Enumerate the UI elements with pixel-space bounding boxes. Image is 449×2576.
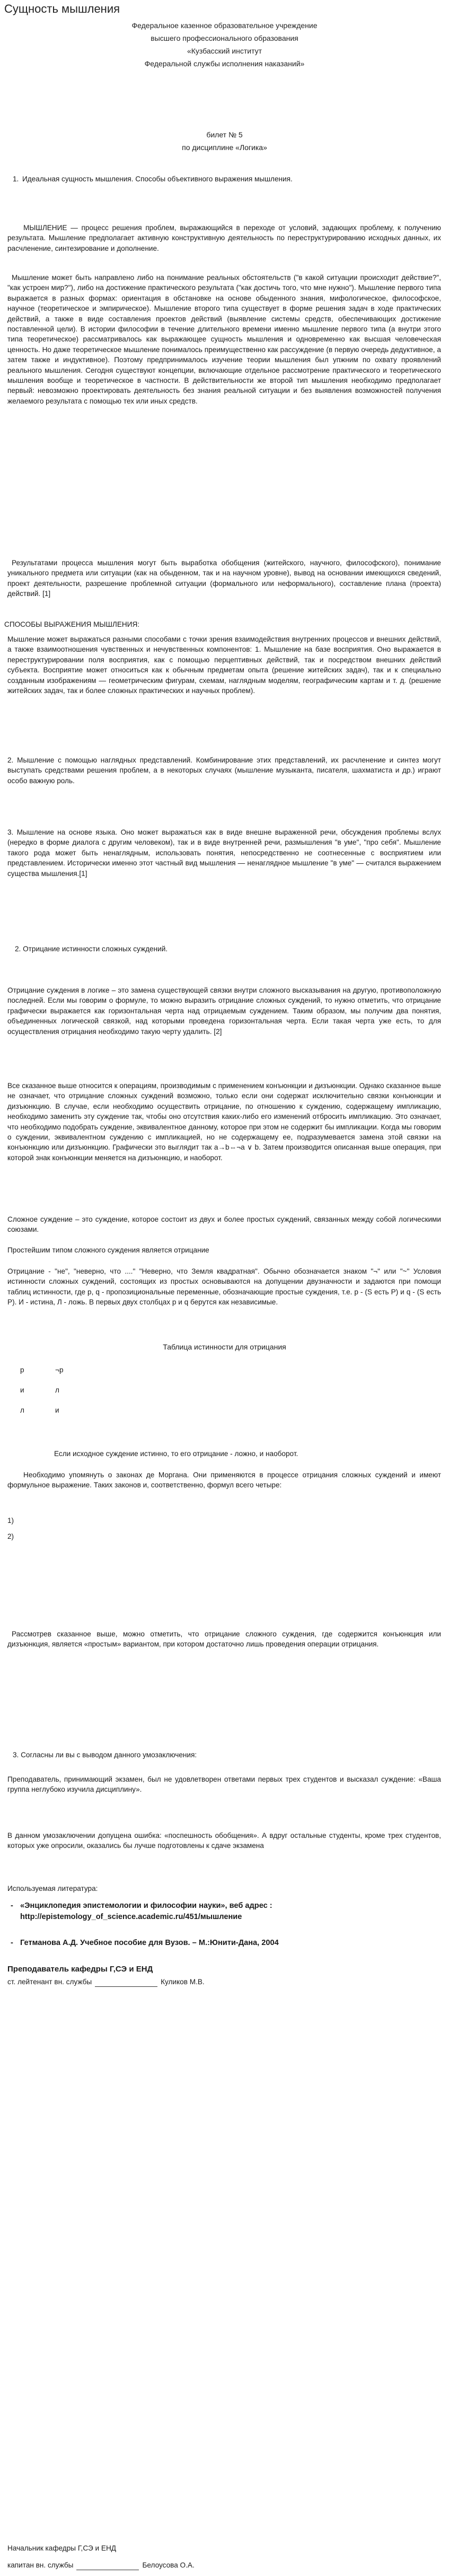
page-title: Сущность мышления	[4, 2, 120, 15]
teacher-heading: Преподаватель кафедры Г,СЭ и ЕНД	[7, 1965, 153, 1974]
paragraph-implication: Все сказанное выше относится к операциям, производимым с применением конъюнкции и дизъюнкции. Однако сказанное выше не означает, что отрицание сложных суждений возможно, только если они содержат исключительно связки конъюнкции и дизъюнкцию. В случае, если необходимо осуществить отрицание, по отношению к суждению, содержащему импликацию, необходимо заменить эту суждение так, чтобы оно отсутствия каких-либо его изменений отбросить импликацию. Это означает, что необходимо подобрать суждение, эквивалентное данному, которое при этом не содержит бы импликации. Когда мы говорим о суждении, эквивалентном суждению с импликацией, но не содержащему ее, подразумевается замена этой связки на конъюнкцию или дизъюнкцию. Графически это выглядит так а→b⇔¬а ∨ b. Затем производится описанная выше операция, при которой знак конъюнкции меняется на дизъюнкцию, и наоборот.	[7, 1082, 441, 1162]
paragraph-hasty-generalization: В данном умозаключении допущена ошибка: «поспешность обобщения». А вдруг остальные студенты, кроме трех студентов, которых уже опросили, оказались бы лучше подготовлены к сдаче экзамена	[7, 1832, 441, 1850]
paragraph-de-morgan: Необходимо упомянуть о законах де Моргана. Они применяются в процессе отрицания сложных суждений и имеют формульное выражение. Таких законов и, соответственно, формул всего четыре:	[7, 1471, 441, 1489]
formula-1: 1)	[7, 1517, 14, 1524]
ticket-discipline: по дисциплине «Логика»	[182, 143, 267, 152]
paragraph-representations: 2. Мышление с помощью наглядных представлений. Комбинирование этих представлений, их расчленение и синтез могут выступать средствами решения проблем, а в некоторых случаях (мышление музыканта, писателя, шахматиста и др.) играют особо важную роль.	[7, 756, 441, 785]
question-2: 2. Отрицание истинности сложных суждений.	[15, 945, 168, 953]
paragraph-examiner: Преподаватель, принимающий экзамен, был не удовлетворен ответами первых трех студентов и высказал суждение: «Ваша группа неглубоко изучила дисциплину».	[7, 1775, 441, 1794]
question-3: 3. Согласны ли вы с выводом данного умозаключения:	[13, 1751, 197, 1759]
paragraph-definition: МЫШЛЕНИЕ — процесс решения проблем, выражающийся в переходе от условий, задающих проблему, к получению результата. Мышление предполагает активную конструктивную деятельность по переструктурированию исходных данных, их расчленение, синтезирование и дополнение.	[7, 224, 441, 252]
header-line-4: Федеральной службы исполнения наказаний»	[144, 59, 305, 68]
signature-blank	[95, 1979, 157, 1987]
question-1	[13, 174, 441, 184]
paragraph-complex-judgement: Сложное суждение – это суждение, которое состоит из двух и более простых суждений, связанных между собой логическими союзами.	[7, 1215, 441, 1234]
truth-table-header-not-p: ¬p	[55, 1366, 64, 1374]
paragraph-simplest-type: Простейшим типом сложного суждения является отрицание	[7, 1246, 209, 1254]
literature-heading: Используемая литература:	[7, 1885, 98, 1892]
head-signature-line	[7, 2560, 195, 2570]
truth-table-cell: л	[55, 1386, 59, 1394]
paragraph-thinking-types: Мышление может быть направлено либо на понимание реальных обстоятельств ("в какой ситуации происходит действие?", "как устроен мир?"), либо на достижение практического результата ("как достичь того, что мне нужно"). Мышление первого типа выражается в разных формах: ориентация в обстановке на основе обыденного знания, мифологическое, философское, научное (теоретическое и эмпирическое). Мышление второго типа существует в форме решения задач в ходе практических действий, а также в виде составления проектов действий (выявление системы средств, обеспечивающих достижение поставленной цели). В истории философии в течение длительного времени именно мышление первого типа (а внутри этого типа теоретическое) рассматривалось как выражающее сущность мышления и одновременно как высшая человеческая ценность. Но даже теоретическое мышление понималось преимущественно как рассуждение (в первую очередь дедуктивное, а затем также и индуктивное). Поэтому предпринималось изучение теории мышления был упжним по охвату проявлений реального мышления. Сегодня существуют концепции, включающие отдельное рассмотрение практического и теоретического мышления вообще и теоретическое в частности. В действительности же второй тип мышления необходимо предполагает первый: невозможно проектировать деятельность без знания реальной ситуации и без выявления возможностей получения желаемого результата с помощью тех или иных средств.	[7, 274, 441, 405]
header-line-3: «Кузбасский институт	[187, 47, 262, 55]
subtitle-methods: СПОСОБЫ ВЫРАЖЕНИЯ МЫШЛЕНИЯ:	[4, 620, 140, 628]
truth-table-cell: и	[20, 1386, 24, 1394]
paragraph-negation-rule: Если исходное суждение истинно, то его отрицание - ложно, и наоборот.	[54, 1450, 298, 1458]
header-line-1: Федеральное казенное образовательное учреждение	[131, 21, 318, 30]
literature-item-text: «Энциклопедия эпистемологии и философии науки», веб адрес : http://epistemology_of_science.academic.ru/451/мышление	[20, 1902, 272, 1921]
truth-table-header-p: p	[20, 1366, 24, 1374]
literature-item-text: Гетманова А.Д. Учебное пособие для Вузов. – М.:Юнити-Дана, 2004	[20, 1939, 279, 1947]
truth-table-cell: и	[55, 1406, 59, 1414]
paragraph-negation-definition: Отрицание суждения в логике – это замена существующей связки внутри сложного высказывания на другую, противоположную последней. Если мы говорим о формуле, то можно выразить отрицание сложных суждений, то нужно отметить, что отрицание графически выражается как горизонтальная черта над отрицаемым суждением. Таким образом, мы получим два понятия, объединенных логической связкой, над которыми проведена горизонтальная черта. Если такая черта уже есть, то для осуществления отрицания необходимо такую черту удалить. [2]	[7, 986, 441, 1036]
literature-item	[11, 1900, 439, 1923]
question-1-text: Идеальная сущность мышления. Способы объективного выражения мышления.	[22, 175, 293, 183]
paragraph-language: 3. Мышление на основе языка. Оно может выражаться как в виде внешне выраженной речи, обсуждения проблемы вслух (нередко в форме диалога с другим человеком), так и в виде внутренней речи, размышления "в уме", "про себя". Мышление такого рода может быть ненаглядным, использовать понятия, непосредственно не соотнесенные с восприятием или представлением. Исторически именно этот частный вид мышления — ненаглядное мышление "в уме" — считался выражением существа мышления.[1]	[7, 828, 441, 878]
header-line-2: высшего профессионального образования	[151, 34, 298, 42]
truth-table-cell: л	[20, 1406, 24, 1414]
truth-table-title: Таблица истинности для отрицания	[163, 1343, 286, 1351]
teacher-rank: ст. лейтенант вн. службы	[7, 1978, 92, 1986]
ticket-number: билет № 5	[206, 130, 243, 139]
bullet-icon: -	[11, 1902, 13, 1910]
head-of-department: Начальник кафедры Г,СЭ и ЕНД	[7, 2544, 117, 2552]
paragraph-conclusion: Рассмотрев сказанное выше, можно отметить, что отрицание сложного суждения, где содержится конъюнкция или дизъюнкция, является «простым» вариантом, при котором достаточно лишь проведения операции отрицания.	[7, 1630, 441, 1649]
teacher-signature-line	[7, 1977, 205, 1987]
head-rank: капитан вн. службы	[7, 2561, 74, 2569]
paragraph-results: Результатами процесса мышления могут быть выработка обобщения (житейского, научного, философского), понимание уникального предмета или ситуации (как на обыденном, так и на научном уровне), вывод на основании имеющихся сведений, проект деятельности, разрешение проблемной ситуации (формального или неформального), составление плана (проекта) действий. [1]	[7, 559, 441, 598]
teacher-name: Куликов М.В.	[161, 1978, 205, 1986]
formula-2: 2)	[7, 1532, 14, 1540]
paragraph-negation-truth: Отрицание - "не", "неверно, что ...." "Неверно, что Земля квадратная". Обычно обозначается знаком "¬" или "~" Условия истинности сложных суждений, состоящих из простых основываются на допущении двузначности и задаются при помощи таблиц истинности, где р, q - пропозициональные переменные, обозначающие простые суждения, т.е. р - (S есть Р) и q - (S есть Р). И - истина, Л - ложь. В первых двух столбцах р и q берутся как независимые.	[7, 1267, 441, 1307]
signature-blank	[76, 2562, 139, 2570]
bullet-icon: -	[11, 1939, 13, 1947]
literature-item	[11, 1938, 439, 1949]
question-1-number: 1.	[13, 175, 19, 183]
head-name: Белоусова О.А.	[142, 2561, 195, 2569]
paragraph-perception: Мышление может выражаться разными способами с точки зрения взаимодействия внутренних процессов и внешних действий, а также взаимоотношения чувственных и нечувственных компонентов: 1. Мышление на базе восприятия. Оно выражается в переструктурировании поля восприятия, как с помощью перцептивных действий, так и посредством внешних действий субъекта. Восприятие может относиться как к обычным предметам опыта (решение житейских задач), так и к специально созданным изображениям — геометрическим фигурам, схемам, наглядным моделям, географическим картам и т. д. (решение житейских задач, так и более сложных практических и научных проблем).	[7, 635, 441, 695]
